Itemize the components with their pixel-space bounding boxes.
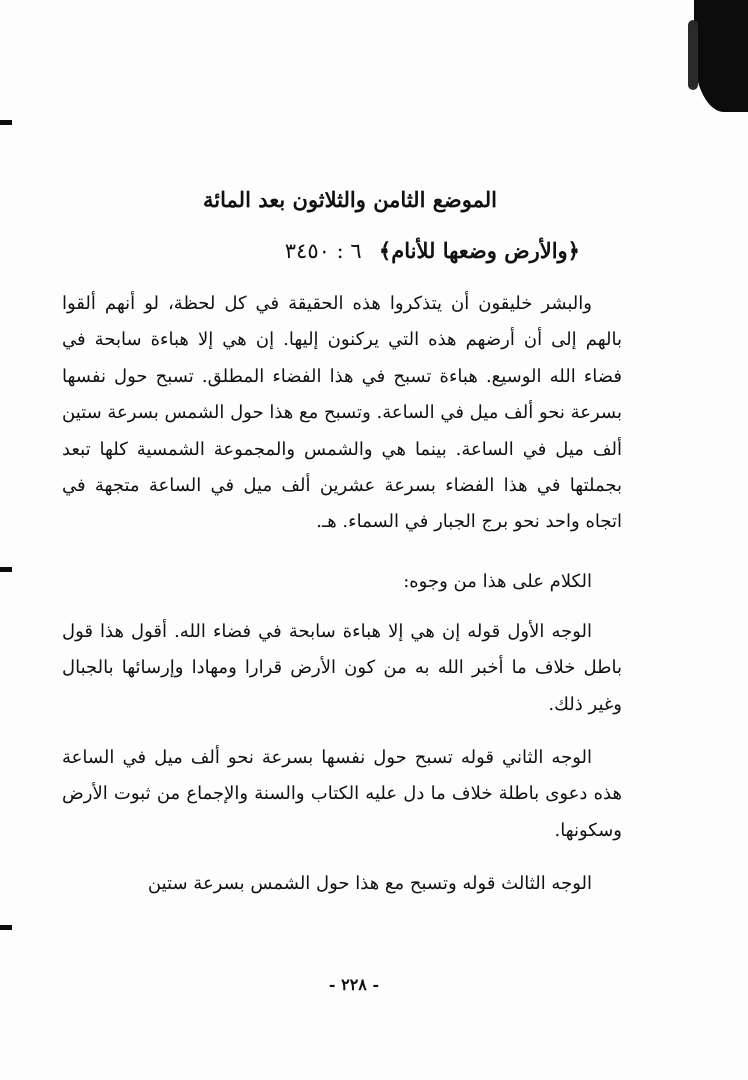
page-number: - ٢٢٨ - <box>328 975 380 994</box>
section-title: الموضع الثامن والثلاثون بعد المائة <box>203 187 497 212</box>
paragraph-first-point: الوجه الأول قوله إن هي إلا هباءة سابحة في فضاء الله. أقول هذا قول باطل خلاف ما أخبر الله به من كون الأرض قرارا ومهادا وإرسائها بالجبال وغير ذلك. <box>62 621 622 715</box>
paragraph-third-point: الوجه الثالث قوله وتسبح مع هذا حول الشمس بسرعة ستين <box>147 873 592 894</box>
paragraph-second-point: الوجه الثاني قوله تسبح حول نفسها بسرعة نحو ألف ميل في الساعة هذه دعوى باطلة خلاف ما دل عليه الكتاب والسنة والإجماع من ثبوت الأرض وسكونها. <box>62 747 622 841</box>
quran-verse-line <box>220 234 580 268</box>
paragraph-quote: والبشر خليقون أن يتذكروا هذه الحقيقة في كل لحظة، لو أنهم ألقوا بالهم إلى أن أرضهم هذه التي يركنون إليها. إن هي إلا هباءة سابحة في فضاء الله الوسيع. هباءة تسبح في هذا الفضاء المطلق. تسبح حول نفسها بسرعة نحو ألف ميل في الساعة. وتسبح مع هذا حول الشمس بسرعة ستين ألف ميل في الساعة. بينما هي والشمس والمجموعة الشمسية كلها تبعد بجملتها في هذا الفضاء بسرعة عشرين ألف ميل في الساعة متجهة في اتجاه واحد نحو برج الجبار في السماء. هـ. <box>62 293 622 533</box>
margin-mark <box>0 567 12 572</box>
margin-mark <box>0 120 12 125</box>
verse-reference: ٦ : ٣٤٥٠ <box>284 239 362 263</box>
scan-shadow <box>694 0 748 112</box>
paragraph-intro: الكلام على هذا من وجوه: <box>403 571 592 592</box>
verse-text: ﴿والأرض وضعها للأنام﴾ <box>378 238 580 263</box>
margin-mark <box>0 925 12 930</box>
